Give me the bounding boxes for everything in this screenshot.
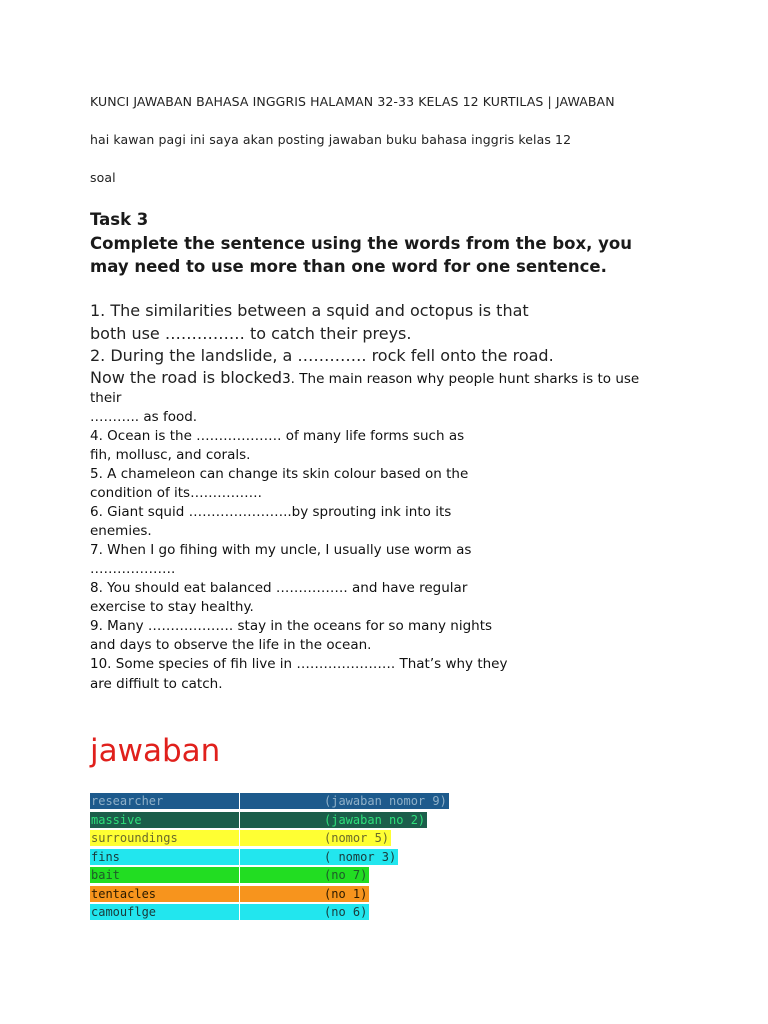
- answer-word: camouflge: [90, 904, 239, 920]
- question-8-line-2: exercise to stay healthy.: [90, 599, 254, 615]
- task-label: Task 3: [90, 210, 149, 229]
- question-8-line-1: 8. You should eat balanced ……………. and have regular: [90, 580, 468, 596]
- question-3-line-3: ……….. as food.: [90, 409, 198, 425]
- answer-note: ( nomor 3): [240, 849, 398, 865]
- question-1-line-2: both use …………… to catch their preys.: [90, 324, 412, 343]
- question-2-line-1: 2. During the landslide, a …………. rock fell onto the road.: [90, 346, 554, 365]
- answer-note: (no 7): [240, 867, 369, 883]
- answer-word: tentacles: [90, 886, 239, 902]
- answer-note: (no 6): [240, 904, 369, 920]
- answer-word: surroundings: [90, 830, 239, 846]
- answer-word: massive: [90, 812, 239, 828]
- question-7-line-1: 7. When I go fihing with my uncle, I usually use worm as: [90, 542, 472, 558]
- question-2-3-line: [90, 368, 639, 387]
- task-instruction-line-2: may need to use more than one word for one sentence.: [90, 257, 607, 276]
- intro-text: hai kawan pagi ini saya akan posting jawaban buku bahasa inggris kelas 12: [90, 132, 572, 147]
- question-10-line-1: 10. Some species of fih live in …………………. That’s why they: [90, 656, 508, 672]
- question-10-line-2: are diffiult to catch.: [90, 676, 223, 692]
- answers-title: jawaban: [90, 733, 221, 769]
- answer-word: bait: [90, 867, 239, 883]
- question-4-line-2: fih, mollusc, and corals.: [90, 447, 251, 463]
- question-6-line-1: 6. Giant squid …………………..by sprouting ink into its: [90, 504, 452, 520]
- question-7-line-2: ……………….: [90, 561, 176, 577]
- question-3-line-1: 3. The main reason why people hunt sharks is to use: [282, 371, 640, 387]
- task-instruction-line-1: Complete the sentence using the words from the box, you: [90, 234, 632, 253]
- soal-label: soal: [90, 170, 116, 185]
- question-6-line-2: enemies.: [90, 523, 152, 539]
- answer-note: (no 1): [240, 886, 369, 902]
- page-title: KUNCI JAWABAN BAHASA INGGRIS HALAMAN 32-33 KELAS 12 KURTILAS | JAWABAN: [90, 94, 615, 109]
- answer-word: fins: [90, 849, 239, 865]
- question-1-line-1: 1. The similarities between a squid and octopus is that: [90, 301, 529, 320]
- question-5-line-1: 5. A chameleon can change its skin colour based on the: [90, 466, 469, 482]
- answer-word: researcher: [90, 793, 239, 809]
- question-5-line-2: condition of its…………….: [90, 485, 262, 501]
- answer-note: (jawaban nomor 9): [240, 793, 449, 809]
- question-2-line-2: Now the road is blocked: [90, 368, 283, 387]
- answer-note: (jawaban no 2): [240, 812, 427, 828]
- question-9-line-1: 9. Many ………………. stay in the oceans for so many nights: [90, 618, 493, 634]
- answer-note: (nomor 5): [240, 830, 391, 846]
- question-4-line-1: 4. Ocean is the ………………. of many life forms such as: [90, 428, 465, 444]
- question-3-line-2: their: [90, 390, 122, 406]
- question-9-line-2: and days to observe the life in the ocean.: [90, 637, 372, 653]
